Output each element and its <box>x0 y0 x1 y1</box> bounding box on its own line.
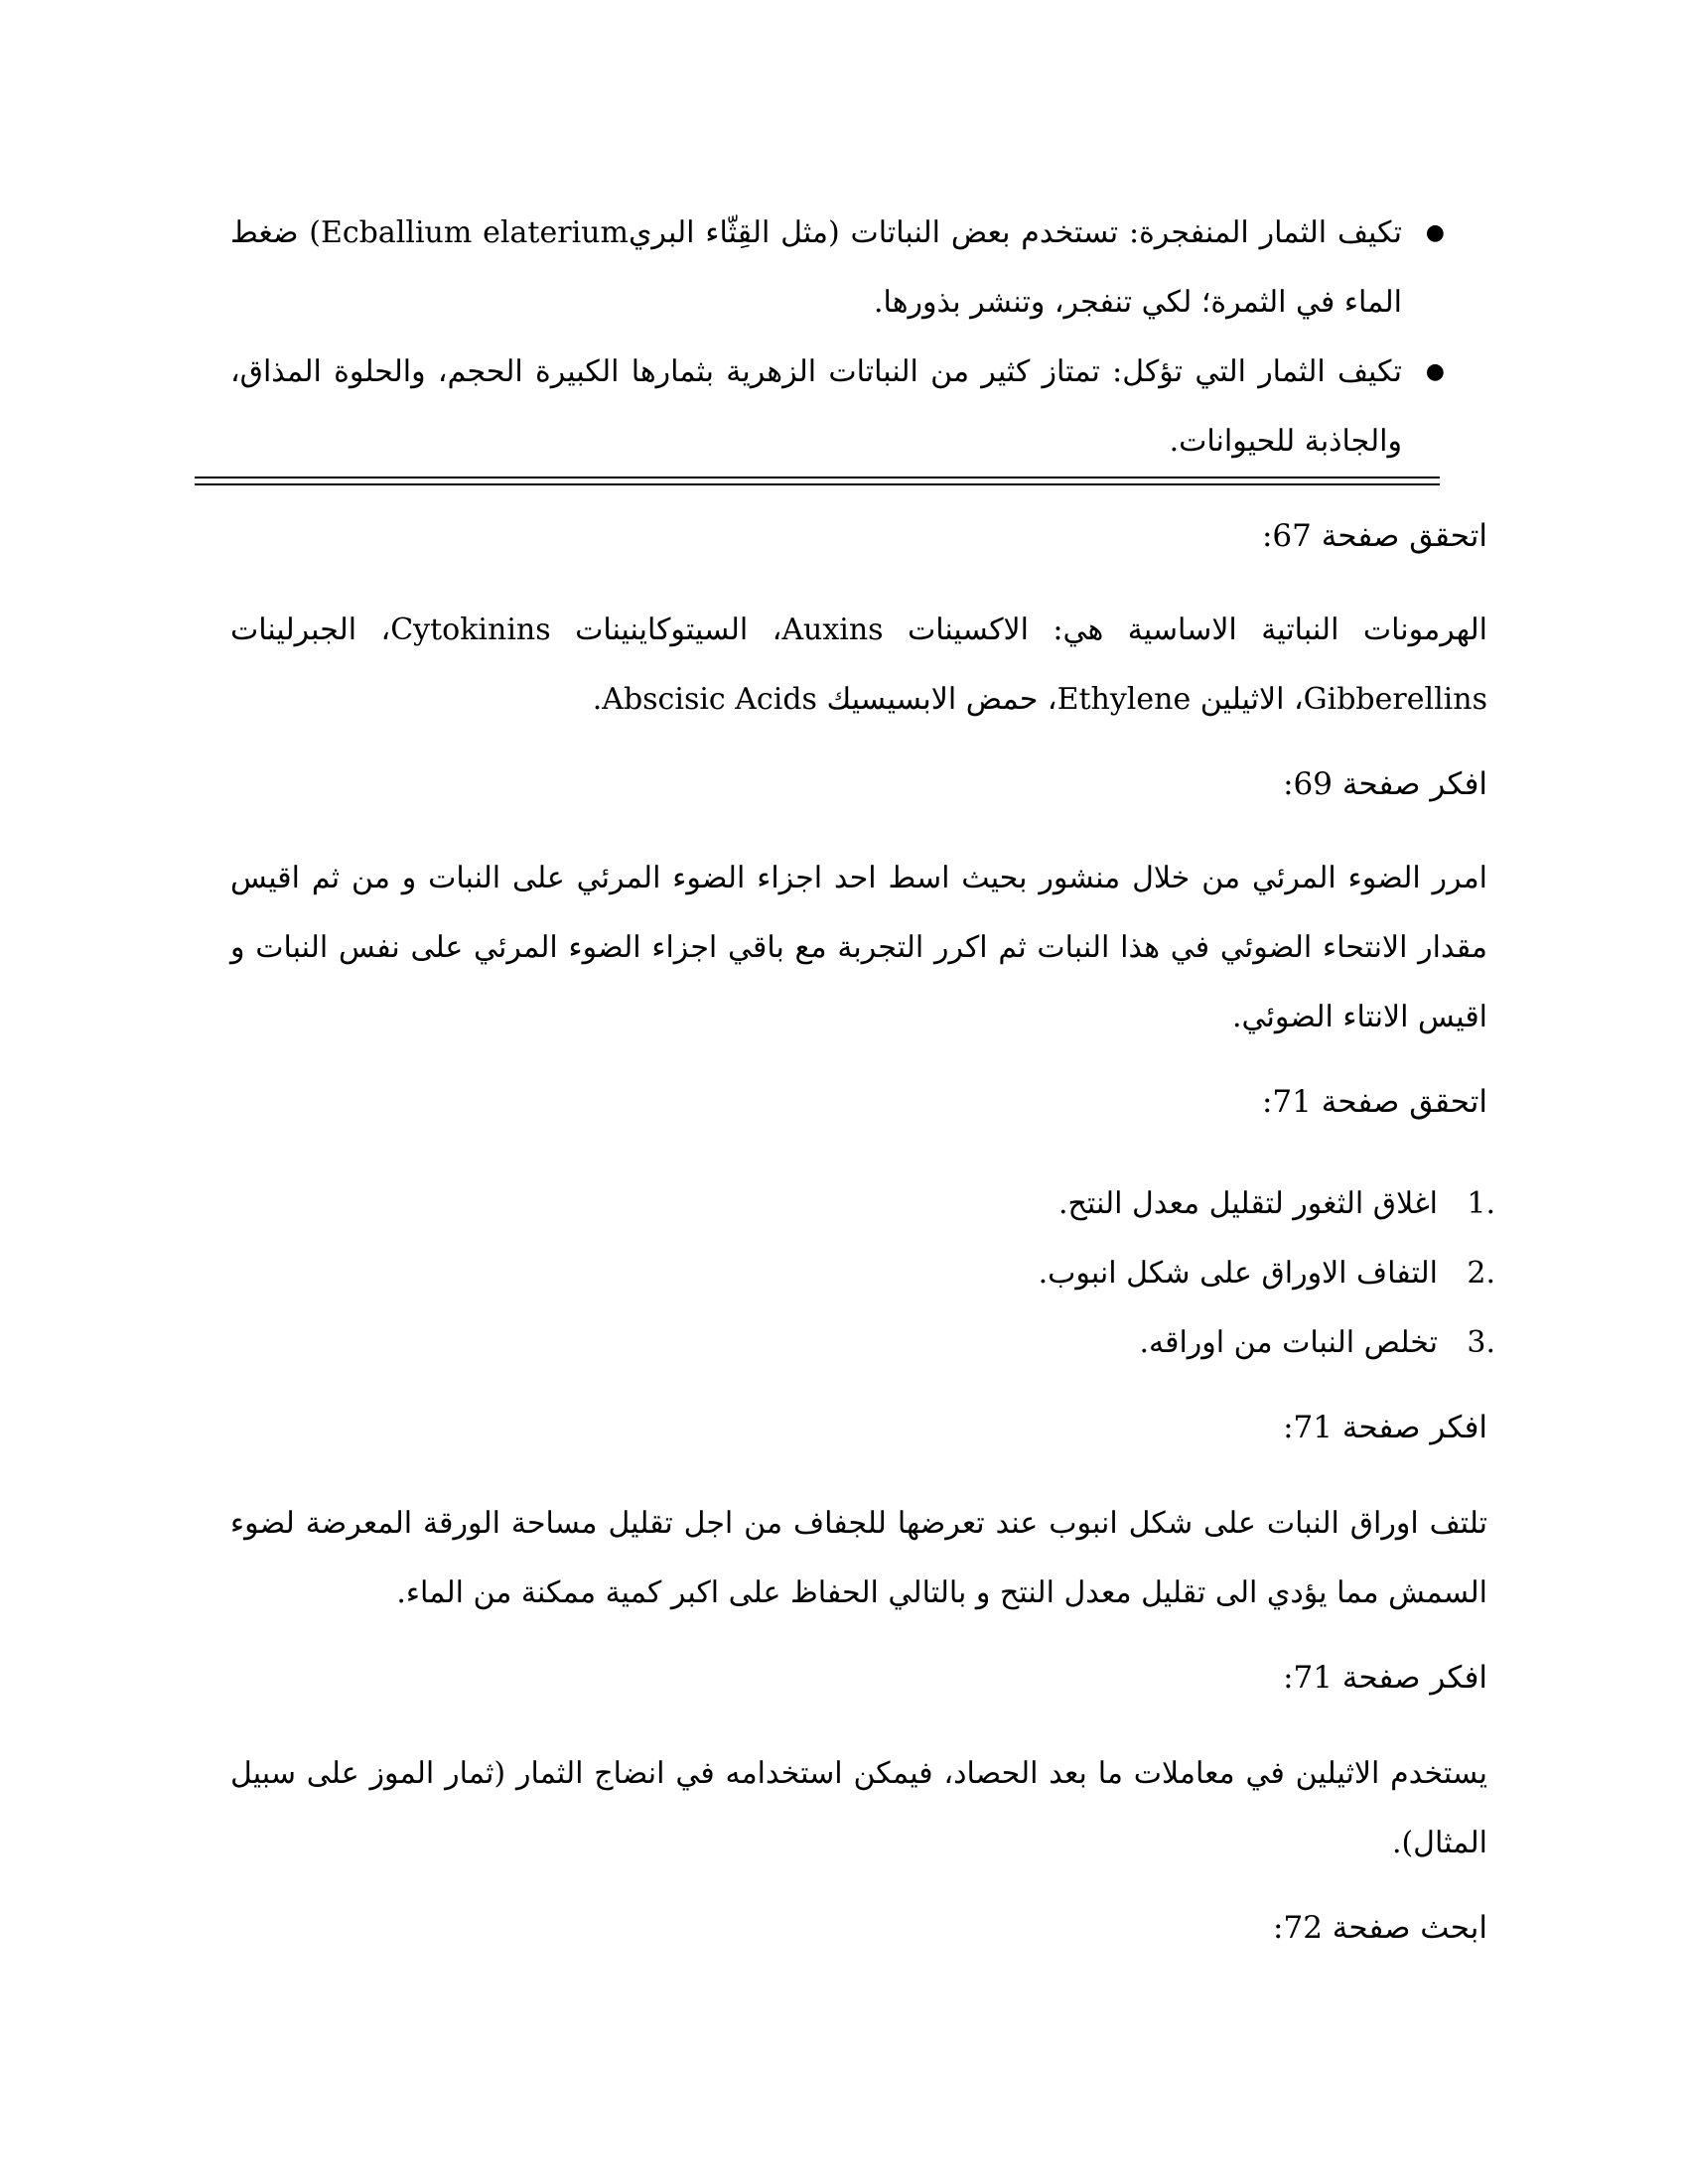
list-item-text: التفاف الاوراق على شكل انبوب. <box>1038 1256 1438 1291</box>
list-item-text: اغلاق الثغور لتقليل معدل النتح. <box>1058 1186 1438 1221</box>
section-heading-think-69: افكر صفحة 69: <box>1283 766 1487 802</box>
list-item <box>544 1308 1495 1378</box>
bullet-item-edible-fruits <box>230 338 1445 477</box>
double-divider-line <box>195 477 1440 485</box>
bullet-text: تكيف الثمار المنفجرة: تستخدم بعض النباتات (مثل القِثّاء البريEcballium elaterium) ضغط الماء في الثمرة؛ لكي تنفجر، وتنشر بذورها. <box>230 215 1402 320</box>
numbered-list-adaptations <box>544 1169 1495 1378</box>
paragraph-ethylene-use: يستخدم الاثيلين في معاملات ما بعد الحصاد، فيمكن استخدامه في انضاج الثمار (ثمار الموز على سبيل المثال). <box>230 1756 1487 1860</box>
bullet-icon: ● <box>1425 359 1445 384</box>
bullet-text: تكيف الثمار التي تؤكل: تمتاز كثير من النباتات الزهرية بثمارها الكبيرة الحجم، والحلوة المذاق، والجاذبة للحيوانات. <box>230 354 1402 459</box>
section-heading-check-71: اتحقق صفحة 71: <box>1261 1084 1487 1120</box>
section-heading-think-71-b: افكر صفحة 71: <box>1283 1660 1487 1696</box>
list-number: 1. <box>1467 1186 1495 1221</box>
section-heading-check-67: اتحقق صفحة 67: <box>1261 518 1487 554</box>
list-number: 2. <box>1467 1256 1495 1291</box>
bullet-list <box>230 199 1445 477</box>
section-heading-research-72: ابحث صفحة 72: <box>1273 1910 1487 1946</box>
section-heading-think-71-a: افكر صفحة 71: <box>1283 1410 1487 1445</box>
bullet-icon: ● <box>1425 220 1445 245</box>
paragraph-phototropism: امرر الضوء المرئي من خلال منشور بحيث اسط احد اجزاء الضوء المرئي على النبات و من ثم اقيس مقدار الانتحاء الضوئي في هذا النبات ثم اكرر التجربة مع باقي اجزاء الضوء المرئي على نفس النبات و اقيس الانتاء الضوئي. <box>230 861 1487 1034</box>
list-item <box>544 1239 1495 1308</box>
bullet-item-exploding-fruits <box>230 199 1445 338</box>
paragraph-plant-hormones: الهرمونات النباتية الاساسية هي: الاكسينات Auxins، السيتوكاينينات Cytokinins، الجبرلينات Gibberellins، الاثيلين Ethylene، حمض الابسيسيك Abscisic Acids. <box>230 613 1487 717</box>
list-item <box>544 1169 1495 1239</box>
paragraph-leaf-rolling: تلتف اوراق النبات على شكل انبوب عند تعرضها للجفاف من اجل تقليل مساحة الورقة المعرضة لضوء السمش مما يؤدي الى تقليل معدل النتح و بالتالي الحفاظ على اكبر كمية ممكنة من الماء. <box>230 1506 1487 1610</box>
list-item-text: تخلص النبات من اوراقه. <box>1139 1325 1438 1360</box>
list-number: 3. <box>1467 1325 1495 1360</box>
